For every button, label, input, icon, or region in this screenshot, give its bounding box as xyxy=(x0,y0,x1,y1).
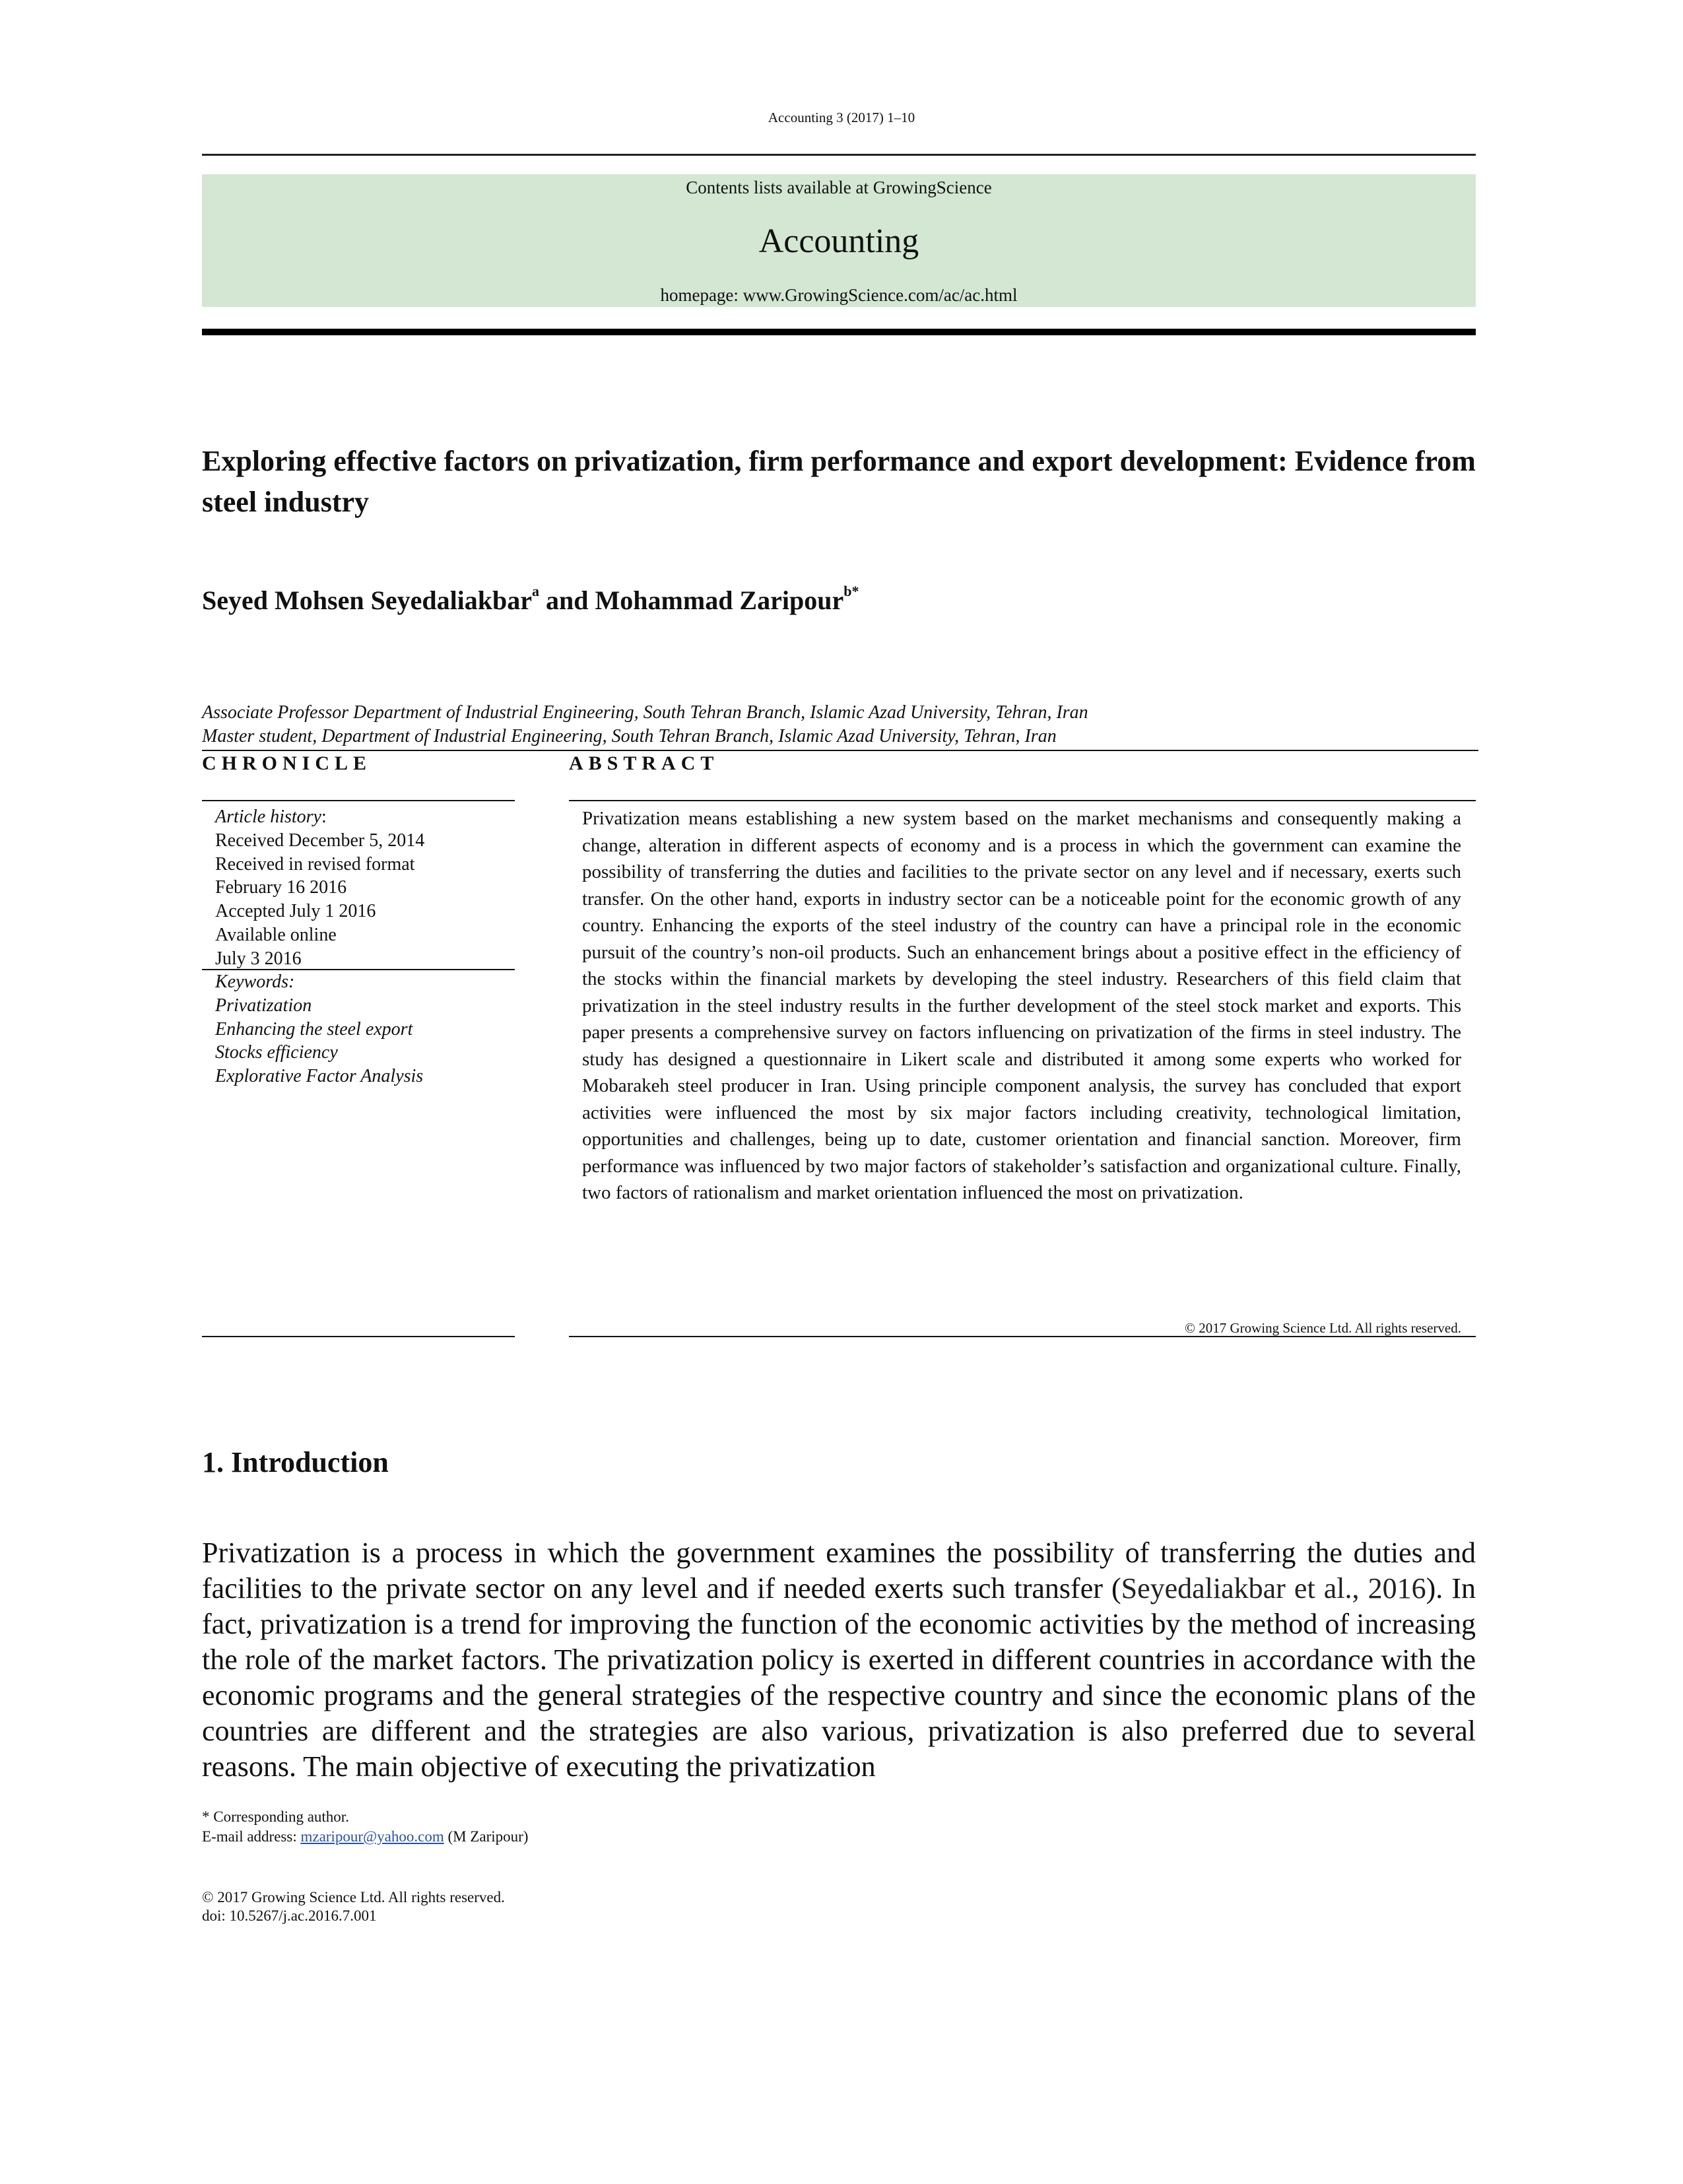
keyword-item: Stocks efficiency xyxy=(215,1042,338,1063)
article-history xyxy=(215,805,506,971)
running-head: Accounting 3 (2017) 1–10 xyxy=(768,110,915,125)
citation-link[interactable]: Seyedaliakbar et al., 2016 xyxy=(1121,1572,1426,1605)
email-link[interactable]: mzaripour@yahoo.com xyxy=(300,1828,444,1845)
email-note: E-mail address: mzaripour@yahoo.com (M Zaripour) xyxy=(202,1828,529,1845)
keywords-label: Keywords: xyxy=(215,972,295,992)
author-joiner: and xyxy=(539,585,595,615)
article-title: Exploring effective factors on privatization, firm performance and export development: Evidence from steel industry xyxy=(202,445,1476,518)
keyword-item: Explorative Factor Analysis xyxy=(215,1066,424,1087)
chronicle-bottom-rule xyxy=(202,1336,515,1337)
journal-name: Accounting xyxy=(758,222,919,260)
header-rule xyxy=(202,154,1476,156)
abstract-top-rule xyxy=(569,800,1476,801)
history-item: Available online xyxy=(215,924,337,945)
affiliation: Master student, Department of Industrial Engineering, South Tehran Branch, Islamic Azad University, Tehran, Iran xyxy=(202,726,1057,746)
abstract-heading: ABSTRACT xyxy=(569,752,719,774)
history-label: Article history: xyxy=(215,807,327,827)
author-name: Seyed Mohsen Seyedaliakbar xyxy=(202,585,533,615)
history-item: Received December 5, 2014 xyxy=(215,830,425,851)
abstract-bottom-rule xyxy=(569,1336,1476,1337)
abstract-copyright: © 2017 Growing Science Ltd. All rights reserved. xyxy=(1185,1320,1461,1336)
chronicle-heading: CHRONICLE xyxy=(202,752,372,774)
doi: doi: 10.5267/j.ac.2016.7.001 xyxy=(202,1907,377,1924)
chronicle-top-rule xyxy=(202,800,515,801)
keyword-item: Enhancing the steel export xyxy=(215,1018,413,1040)
history-item: Received in revised format xyxy=(215,853,415,875)
journal-homepage: homepage: www.GrowingScience.com/ac/ac.html xyxy=(660,285,1018,305)
abstract-text: Privatization means establishing a new system based on the market mechanisms and consequently making a change, alteration in different aspects of economy and is a process in which the government can examine the possibility of transferring the duties and facilities to the private sector on any level and if necessary, exerts such transfer. On the other hand, exports in industry sector can be a noticeable point for the economic growth of any country. Enhancing the exports of the steel industry of the country can have a principal role in the economic pursuit of the country’s non-oil products. Such an enhancement brings about a positive effect in the efficiency of the stocks within the financial markets by developing the steel industry. Researchers of this field claim that privatization in the steel industry results in the further development of the steel stock market and exports. This paper presents a comprehensive survey on factors influencing on privatization of the firms in steel industry. The study has designed a questionnaire in Likert scale and distributed it among some experts who worked for Mobarakeh steel producer in Iran. Using principle component analysis, the survey has concluded that export activities were influenced the most by six major factors including creativity, technological limitation, opportunities and challenges, being up to date, customer orientation and financial sanction. Moreover, firm performance was influenced by two major factors of stakeholder’s satisfaction and organizational culture. Finally, two factors of rationalism and market orientation influenced the most on privatization. xyxy=(582,808,1461,1203)
footer-copyright: © 2017 Growing Science Ltd. All rights reserved. xyxy=(202,1889,505,1905)
affiliation-mark: b* xyxy=(843,582,859,599)
keyword-item: Privatization xyxy=(215,995,312,1016)
contents-line: Contents lists available at GrowingScience xyxy=(686,178,992,197)
history-item: Accepted July 1 2016 xyxy=(215,901,376,922)
history-item: February 16 2016 xyxy=(215,877,347,898)
corresponding-author-note: * Corresponding author. xyxy=(202,1808,349,1825)
affiliation-rule xyxy=(202,750,1478,751)
keywords xyxy=(215,970,506,1088)
affiliation: Associate Professor Department of Industrial Engineering, South Tehran Branch, Islamic Azad University, Tehran, Iran xyxy=(202,702,1088,723)
header-thick-rule xyxy=(202,329,1476,335)
introduction-paragraph: Privatization is a process in which the government examines the possibility of transferring the duties and facilities to the private sector on any level and if needed exerts such transfer (Seyedaliakbar et al., 2016). In fact, privatization is a trend for improving the function of the economic activities by the method of increasing the role of the market factors. The privatization policy is exerted in different countries in accordance with the economic programs and the general strategies of the respective country and since the economic plans of the countries are different and the strategies are also various, privatization is also preferred due to several reasons. The main objective of executing the privatization xyxy=(202,1537,1476,1783)
affiliation-mark: a xyxy=(532,582,540,599)
history-item: July 3 2016 xyxy=(215,948,302,969)
author-line xyxy=(202,582,859,616)
author-name: Mohammad Zaripour xyxy=(595,585,844,615)
section-heading: 1. Introduction xyxy=(202,1446,389,1478)
